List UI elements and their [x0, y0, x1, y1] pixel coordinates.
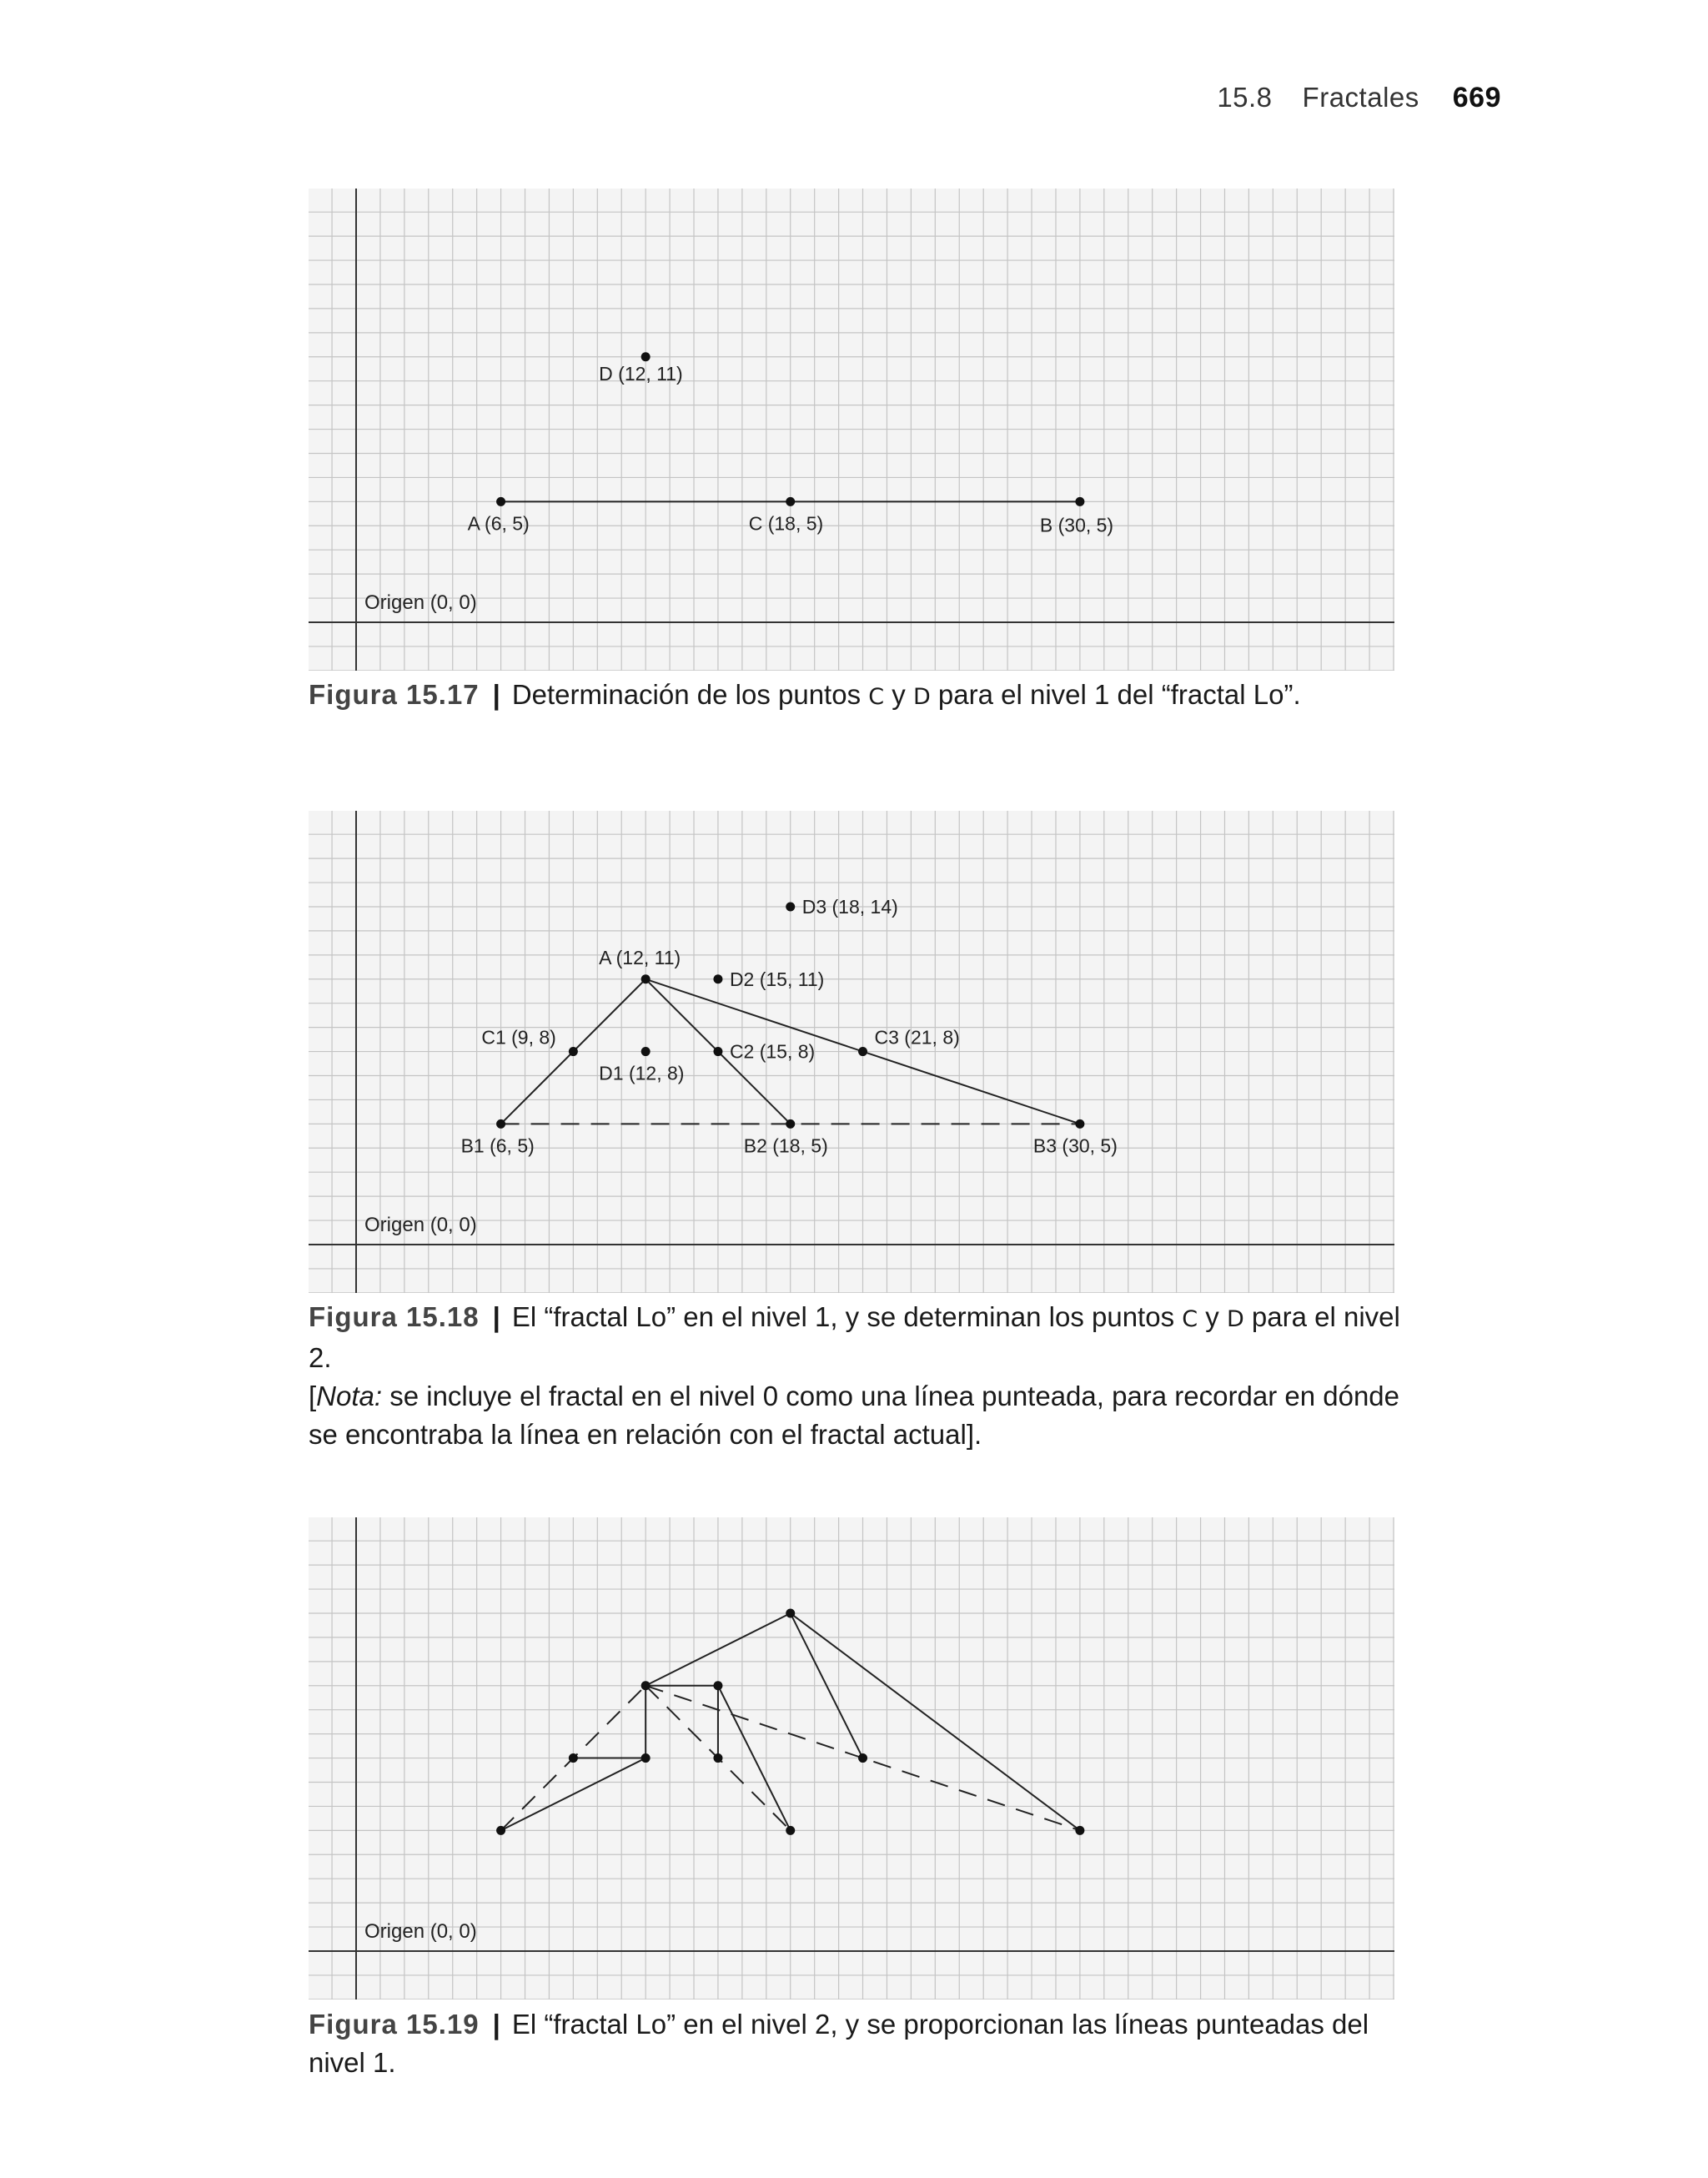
point-b3 — [1075, 1119, 1084, 1129]
point-d — [641, 352, 651, 361]
caption-point-c: C — [868, 684, 885, 710]
caption-text: El “fractal Lo” en el nivel 2, y se proporcionan las líneas punteadas del nivel 1. — [309, 2009, 1369, 2078]
caption-point-c: C — [1182, 1306, 1198, 1332]
origin-label: Origen (0, 0) — [364, 1920, 477, 1943]
chart-15-18 — [309, 811, 1394, 1293]
figure-15-19 — [309, 1517, 1394, 1999]
label-c: C (18, 5) — [748, 512, 824, 535]
point-a — [496, 497, 505, 506]
label-d1: D1 (12, 8) — [599, 1062, 685, 1084]
chart-15-17 — [309, 189, 1394, 671]
caption-text: y — [1198, 1301, 1227, 1332]
label-b2: B2 (18, 5) — [743, 1134, 828, 1157]
label-b: B (30, 5) — [1039, 514, 1114, 536]
page-number: 669 — [1452, 82, 1501, 113]
label-c1: C1 (9, 8) — [481, 1026, 556, 1049]
section-number: 15.8 — [1217, 82, 1273, 113]
caption-15-19 — [309, 2005, 1418, 2082]
point-b — [1075, 497, 1084, 506]
point-c2 — [713, 1047, 722, 1056]
point — [786, 1608, 795, 1617]
caption-separator: | — [492, 2009, 500, 2040]
point — [713, 1681, 722, 1690]
label-c2: C2 (15, 8) — [729, 1040, 816, 1063]
figure-15-17 — [309, 189, 1394, 671]
label-a: A (6, 5) — [467, 512, 530, 535]
point — [641, 1681, 651, 1690]
label-a: A (12, 11) — [599, 946, 681, 968]
point — [786, 1826, 795, 1835]
label-b1: B1 (6, 5) — [460, 1134, 535, 1157]
caption-text: y — [884, 679, 913, 710]
point — [641, 1753, 651, 1763]
origin-label: Origen (0, 0) — [364, 1214, 477, 1236]
point-c — [786, 497, 795, 506]
point — [713, 1753, 722, 1763]
caption-text: Determinación de los puntos — [511, 679, 869, 710]
caption-label: Figura 15.19 — [309, 2009, 480, 2040]
point-b2 — [786, 1119, 795, 1129]
point-b1 — [496, 1119, 505, 1129]
origin-label: Origen (0, 0) — [364, 591, 477, 614]
caption-point-d: D — [1226, 1306, 1244, 1332]
point-c3 — [858, 1047, 867, 1056]
label-c3: C3 (21, 8) — [874, 1026, 960, 1049]
chart-15-19 — [309, 1517, 1394, 1999]
caption-text: para el nivel 1 del “fractal Lo”. — [930, 679, 1301, 710]
caption-text: El “fractal Lo” en el nivel 1, y se determinan los puntos — [511, 1301, 1183, 1332]
caption-label: Figura 15.17 — [309, 679, 480, 710]
label-d3: D3 (18, 14) — [801, 895, 898, 918]
section-title: Fractales — [1302, 82, 1419, 113]
label-d2: D2 (15, 11) — [729, 968, 825, 990]
point — [1075, 1826, 1084, 1835]
caption-separator: | — [492, 679, 500, 710]
point-d2 — [713, 974, 722, 983]
caption-note-text: se incluye el fractal en el nivel 0 como una línea punteada, para recordar en dónde se encontraba la línea en relación con el fractal actual]. — [309, 1381, 1399, 1450]
caption-note-label: Nota: — [316, 1381, 383, 1411]
point — [569, 1753, 578, 1763]
caption-point-d: D — [912, 684, 931, 710]
point-d3 — [786, 902, 795, 911]
figure-15-18 — [309, 811, 1394, 1293]
point-a — [641, 974, 651, 983]
caption-label: Figura 15.18 — [309, 1301, 480, 1332]
point — [858, 1753, 867, 1763]
running-head — [1217, 82, 1501, 114]
caption-separator: | — [492, 1301, 500, 1332]
caption-15-18 — [309, 1298, 1418, 1454]
point-d1 — [641, 1047, 651, 1056]
label-d: D (12, 11) — [599, 362, 683, 385]
point-c1 — [569, 1047, 578, 1056]
caption-text: para el nivel 2. — [309, 1301, 1400, 1373]
label-b3: B3 (30, 5) — [1032, 1134, 1118, 1157]
caption-15-17 — [309, 676, 1418, 717]
point — [496, 1826, 505, 1835]
caption-note-open: [ — [309, 1381, 317, 1411]
